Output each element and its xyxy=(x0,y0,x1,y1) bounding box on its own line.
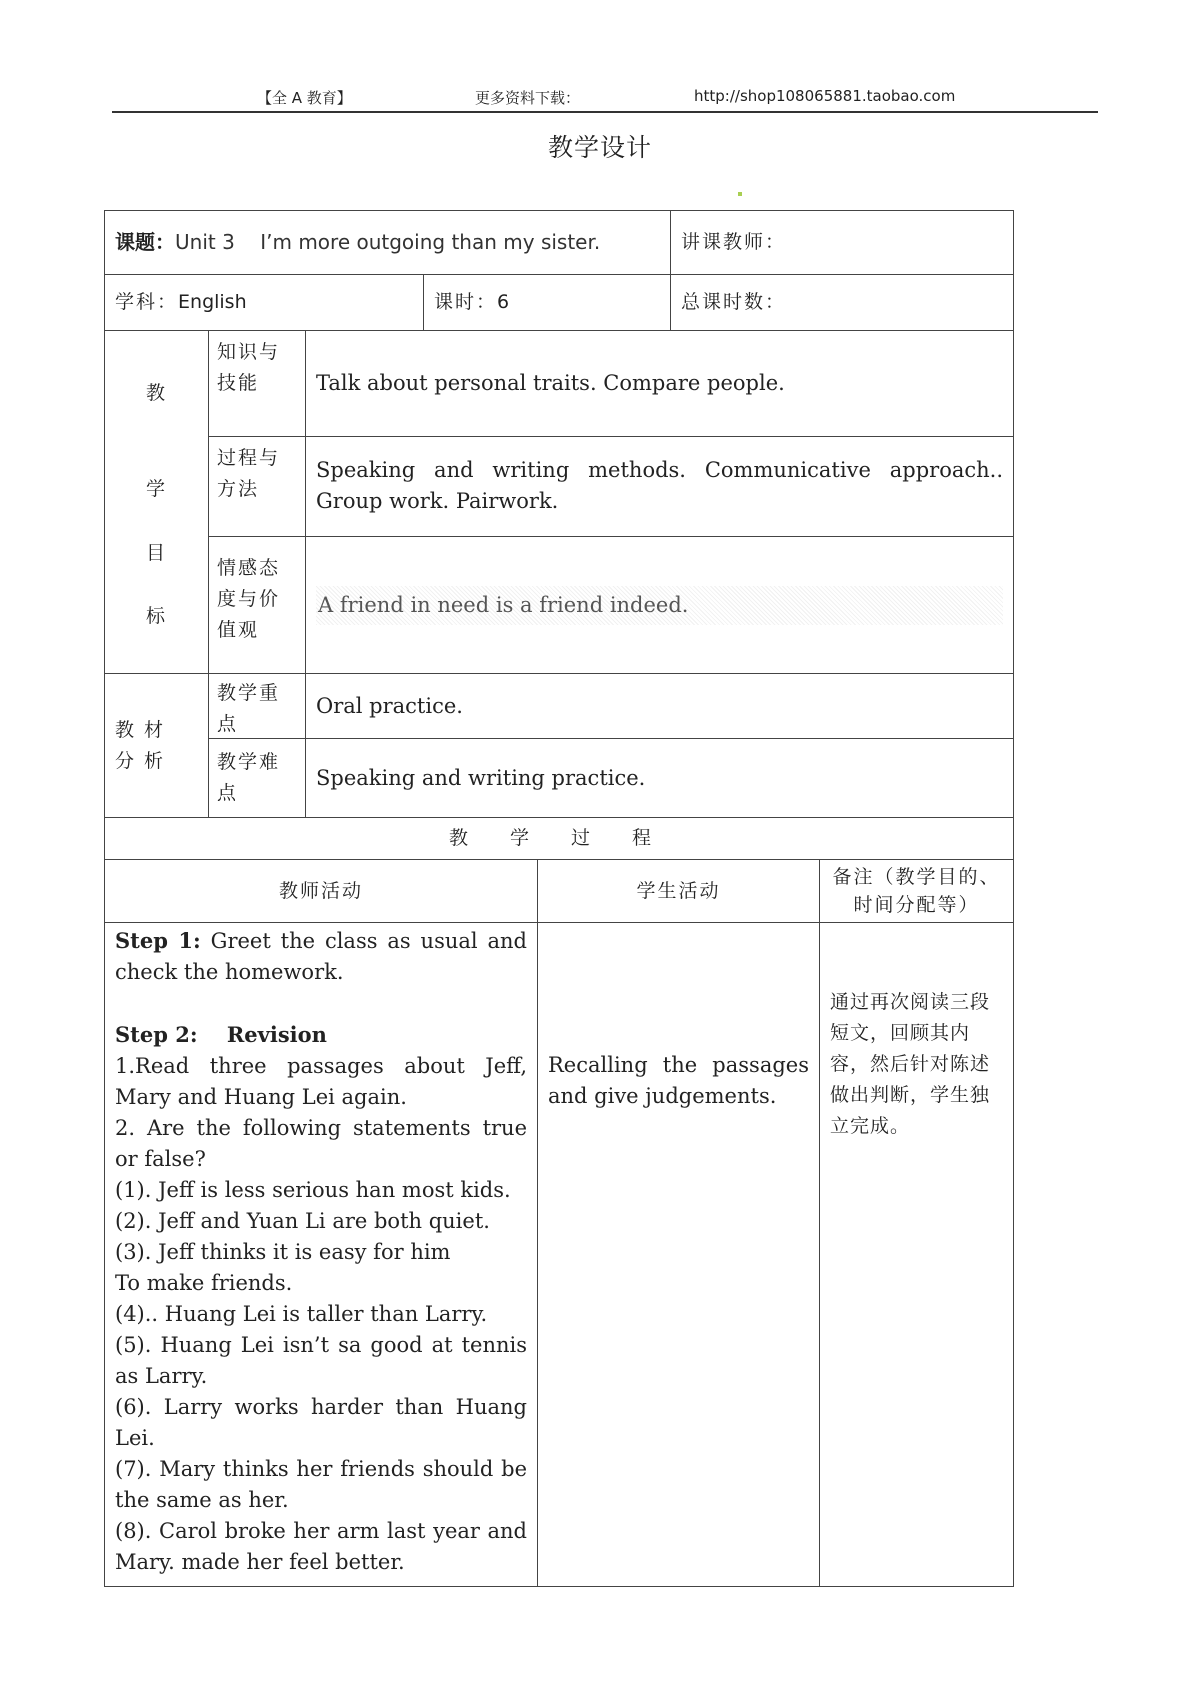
revision-line-2: 2. Are the following statements true or false? xyxy=(115,1116,527,1171)
analysis-label-difficult: 教学难点 xyxy=(208,738,306,818)
attitude-shaded-text: A friend in need is a friend indeed. xyxy=(316,586,1003,625)
student-activity-cell xyxy=(537,922,820,1587)
objective-label-attitude: 情感态度与价值观 xyxy=(208,536,306,674)
header-brand: 【全 A 教育】 xyxy=(257,89,352,107)
header-more-label: 更多资料下载： xyxy=(475,89,581,107)
col-header-student: 学生活动 xyxy=(537,859,820,923)
objectives-label-char-2: 学 xyxy=(146,478,166,500)
revision-line-11: (8). Carol broke her arm last year and Mary. made her feel better. xyxy=(115,1519,527,1574)
objectives-label-char-4: 标 xyxy=(146,605,166,627)
objective-value-knowledge xyxy=(305,330,1014,437)
decorative-dot xyxy=(738,192,742,196)
col-header-notes: 备注（教学目的、时间分配等） xyxy=(819,859,1014,923)
objective-value-attitude xyxy=(305,536,1014,674)
step1-paragraph xyxy=(115,925,527,988)
revision-line-3: (1). Jeff is less serious han most kids. xyxy=(115,1178,511,1202)
objectives-label-char-3: 目 xyxy=(146,542,166,564)
period-label: 课时： xyxy=(434,291,498,313)
revision-line-10: (7). Mary thinks her friends should be the same as her. xyxy=(115,1457,527,1512)
header-url-link[interactable]: http://shop108065881.taobao.com xyxy=(694,87,956,105)
process-title: 教 学 过 程 xyxy=(104,817,1014,860)
revision-line-6: To make friends. xyxy=(115,1271,293,1295)
paragraph-gap xyxy=(115,988,527,1019)
topic-value: Unit 3 I’m more outgoing than my sister. xyxy=(175,230,601,254)
revision-line-1: 1.Read three passages about Jeff, Mary and Huang Lei again. xyxy=(115,1054,527,1109)
objective-value-process: Speaking and writing methods. Communicative approach.. Group work. Pairwork. xyxy=(305,436,1014,537)
period-value: 6 xyxy=(497,291,512,313)
student-activity-text: Recalling the passages and give judgements. xyxy=(548,1053,809,1108)
objective-label-process: 过程与方法 xyxy=(208,436,306,537)
subject-label: 学科： xyxy=(115,291,179,313)
col-header-teacher: 教师活动 xyxy=(104,859,538,923)
notes-text: 通过再次阅读三段短文，回顾其内容，然后针对陈述做出判断，学生独立完成。 xyxy=(830,991,991,1137)
revision-line-5: (3). Jeff thinks it is easy for him xyxy=(115,1240,451,1264)
document-title: 教学设计 xyxy=(547,133,652,162)
subject-cell xyxy=(104,274,424,331)
total-periods-label: 总课时数： xyxy=(681,291,787,313)
objective-label-knowledge: 知识与技能 xyxy=(208,330,306,437)
analysis-label-key: 教学重点 xyxy=(208,673,306,739)
analysis-value-key xyxy=(305,673,1014,739)
period-cell xyxy=(423,274,671,331)
step2-heading xyxy=(115,1019,527,1051)
analysis-value-difficult xyxy=(305,738,1014,818)
topic-label: 课题： xyxy=(115,230,175,254)
revision-line-7: (4).. Huang Lei is taller than Larry. xyxy=(115,1302,488,1326)
total-periods-cell xyxy=(670,274,1014,331)
teacher-label: 讲课教师： xyxy=(681,231,787,253)
step2-label: Step 2: Revision xyxy=(115,1022,327,1047)
revision-line-8: (5). Huang Lei isn’t sa good at tennis as Larry. xyxy=(115,1333,527,1388)
page-header xyxy=(112,85,1098,113)
objectives-label-char-1: 教 xyxy=(146,382,166,404)
topic-cell xyxy=(104,210,671,275)
step1-text: Greet the class as usual and check the homework. xyxy=(115,929,527,984)
objective-text-knowledge: Talk about personal traits. Compare people. xyxy=(316,371,785,395)
step1-label: Step 1: xyxy=(115,928,201,953)
revision-line-4: (2). Jeff and Yuan Li are both quiet. xyxy=(115,1209,490,1233)
teacher-cell xyxy=(670,210,1014,275)
analysis-text-difficult: Speaking and writing practice. xyxy=(316,765,646,790)
teacher-activity-cell xyxy=(104,922,538,1587)
analysis-text-key: Oral practice. xyxy=(316,693,463,718)
notes-cell xyxy=(819,922,1014,1587)
revision-line-9: (6). Larry works harder than Huang Lei. xyxy=(115,1395,527,1450)
analysis-group-label: 教材分析 xyxy=(104,673,209,818)
subject-value: English xyxy=(178,291,247,313)
